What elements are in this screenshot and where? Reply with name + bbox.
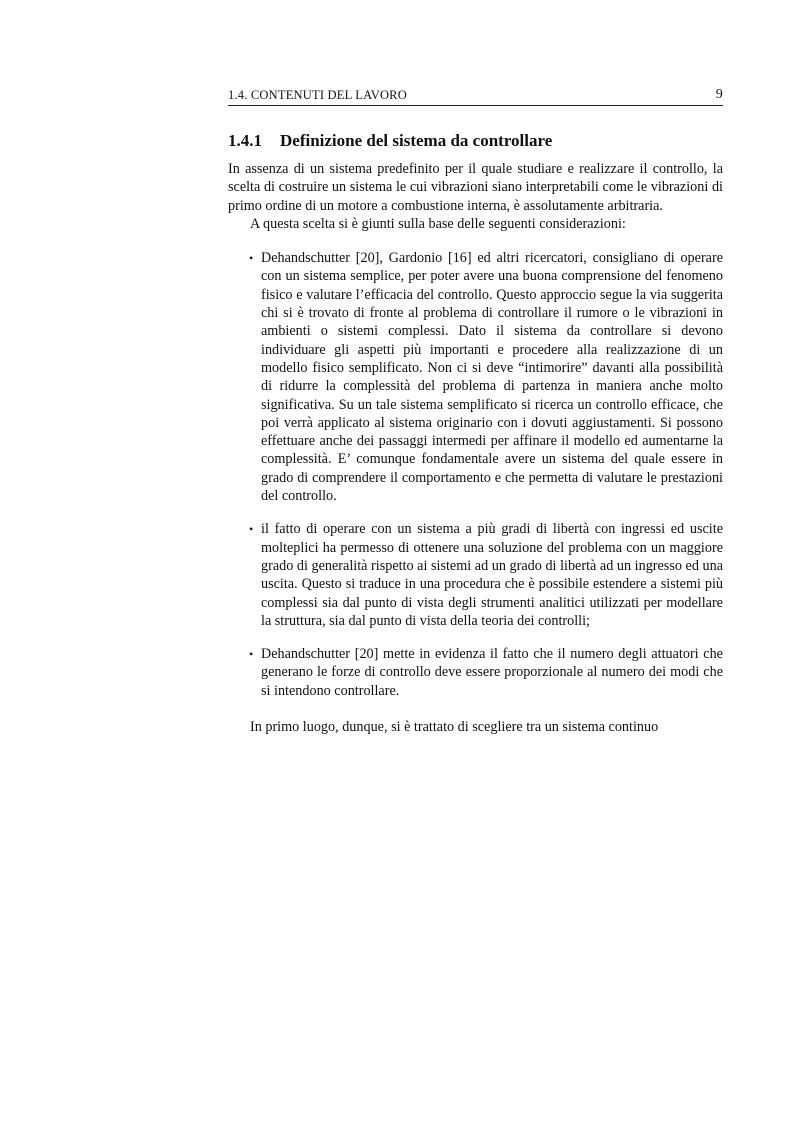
bullet-icon: •	[249, 647, 254, 662]
bullet-icon: •	[249, 251, 254, 266]
section-heading	[228, 131, 723, 151]
page-number: 9	[715, 87, 723, 102]
list-item-text: Dehandschutter [20], Gardonio [16] ed altri ricercatori, consigliano di operare con un sistema semplice, per poter avere una buona comprensione del fenomeno fisico e valutare l’efficacia del controllo. Questo approccio segue la via suggerita chi si è trovato di fronte al problema di controllare il rumore o le vibrazioni in ambienti o sistemi complessi. Dato il sistema da controllare si devono individuare gli aspetti più importanti e procedere alla realizzazione di un modello fisico semplificato. Non ci si deve “intimorire” davanti alla possibilità di ridurre la complessità del problema di partenza in maniera anche molto significativa. Su un tale sistema semplificato si ricerca un controllo efficace, che poi verrà applicato al sistema originario con i dovuti aggiustamenti. Si possono effettuare anche dei passaggi intermedi per affinare il modello ed aumentarne la complessità. E’ comunque fondamentale avere un sistema del quale essere in grado di comprendere il comportamento e che permetta di valutare le prestazioni del controllo.	[261, 250, 723, 505]
intro-paragraph: In assenza di un sistema predefinito per il quale studiare e realizzare il controllo, la scelta di costruire un sistema le cui vibrazioni siano interpretabili come le vibrazioni di primo ordine di un motore a combustione interna, è assolutamente arbitraria.	[228, 161, 723, 214]
lead-paragraph: A questa scelta si è giunti sulla base delle seguenti considerazioni:	[250, 215, 626, 232]
considerations-list	[228, 249, 723, 700]
bullet-icon: •	[249, 522, 254, 537]
list-item	[228, 520, 723, 630]
section-title-text: Definizione del sistema da controllare	[280, 131, 553, 150]
list-item	[228, 249, 723, 505]
section-number: 1.4.1	[228, 131, 262, 150]
body-text	[228, 160, 723, 736]
list-item-text: Dehandschutter [20] mette in evidenza il fatto che il numero degli attuatori che generano le forze di controllo deve essere proporzionale al numero dei modi che si intendono controllare.	[261, 646, 723, 699]
header-rule	[228, 105, 723, 106]
closing-paragraph: In primo luogo, dunque, si è trattato di scegliere tra un sistema continuo	[250, 719, 659, 736]
list-item	[228, 645, 723, 700]
running-header-section: 1.4. CONTENUTI DEL LAVORO	[228, 88, 407, 102]
list-item-text: il fatto di operare con un sistema a più gradi di libertà con ingressi ed uscite molteplici ha permesso di ottenere una soluzione del problema con un maggiore grado di generalità rispetto ai sistemi ad un grado di libertà ad un ingresso ed una uscita. Questo si traduce in una procedura che è possibile estendere a sistemi più complessi sia dal punto di vista degli strumenti analitici utilizzati per modellare la struttura, sia dal punto di vista della teoria dei controlli;	[261, 521, 723, 629]
